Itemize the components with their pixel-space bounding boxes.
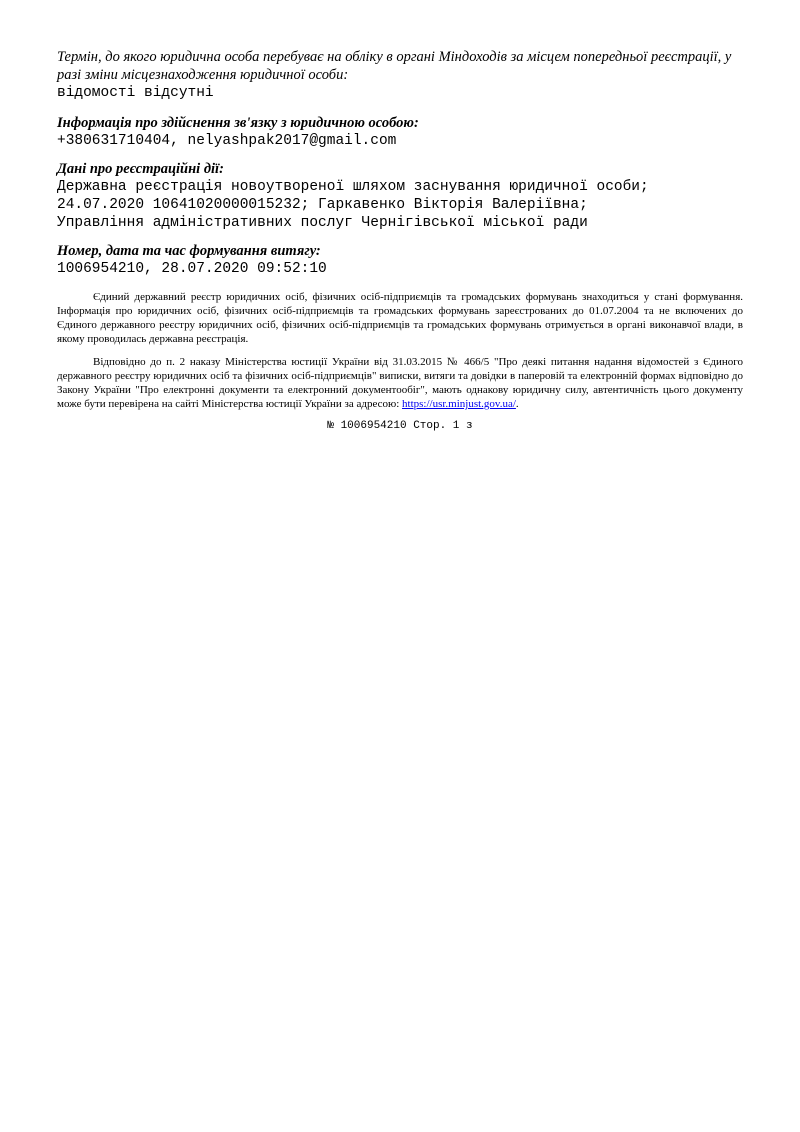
section-label: Термін, до якого юридична особа перебуває на обліку в органі Міндоходів за місцем попередньої реєстрації, у разі зміни місцезнаходження юридичної особи: bbox=[57, 49, 732, 83]
section-tax-registration-term bbox=[57, 48, 743, 102]
section-value: відомості відсутні bbox=[57, 85, 214, 101]
section-contact-info bbox=[57, 114, 743, 150]
legal-validity-text: Відповідно до п. 2 наказу Міністерства юстиції України від 31.03.2015 № 466/5 "Про деякі питання надання відомостей з Єдиного державного реєстру юридичних осіб та фізичних осіб-підприємців" виписки, витяги та довідки в паперовій та електронній формах відповідно до Закону України "Про електронні документи та електронний документообіг", мають однакову юридичну силу, автентичність цього документу може бути перевірена на сайті Міністерства юстиції України за адресою: bbox=[57, 356, 743, 410]
section-value: Державна реєстрація новоутвореної шляхом заснування юридичної особи; bbox=[57, 179, 649, 195]
section-value: +380631710404, nelyashpak2017@gmail.com bbox=[57, 133, 397, 149]
page-footer: № 1006954210 Стор. 1 з bbox=[327, 420, 473, 432]
section-label: Дані про реєстраційні дії: bbox=[57, 161, 224, 177]
section-value: 1006954210, 28.07.2020 09:52:10 bbox=[57, 261, 327, 277]
registry-notice: Єдиний державний реєстр юридичних осіб, фізичних осіб-підприємців та громадських формувань знаходиться у стані формування. Інформація про юридичних осіб, фізичних осіб-підприємців та громадських формувань зареєстрованих до 01.07.2004 та не включених до Єдиного державного реєстру юридичних осіб, фізичних осіб-підприємців та громадських формувань отримується в органі виконавчої влади, в якому проводилась державна реєстрація. bbox=[57, 291, 743, 345]
section-label: Інформація про здійснення зв'язку з юридичною особою: bbox=[57, 115, 419, 131]
section-registration-actions bbox=[57, 160, 743, 232]
minjust-link[interactable]: https://usr.minjust.gov.ua/ bbox=[402, 398, 516, 410]
section-value: 24.07.2020 10641020000015232; Гаркавенко Вікторія Валеріївна; bbox=[57, 197, 588, 213]
section-value: Управління адміністративних послуг Чернігівської міської ради bbox=[57, 215, 588, 231]
legal-validity-end: . bbox=[515, 398, 519, 410]
section-label: Номер, дата та час формування витягу: bbox=[57, 243, 321, 259]
document-page bbox=[57, 48, 743, 433]
legal-validity-notice bbox=[57, 355, 743, 411]
section-extract-number bbox=[57, 242, 743, 278]
